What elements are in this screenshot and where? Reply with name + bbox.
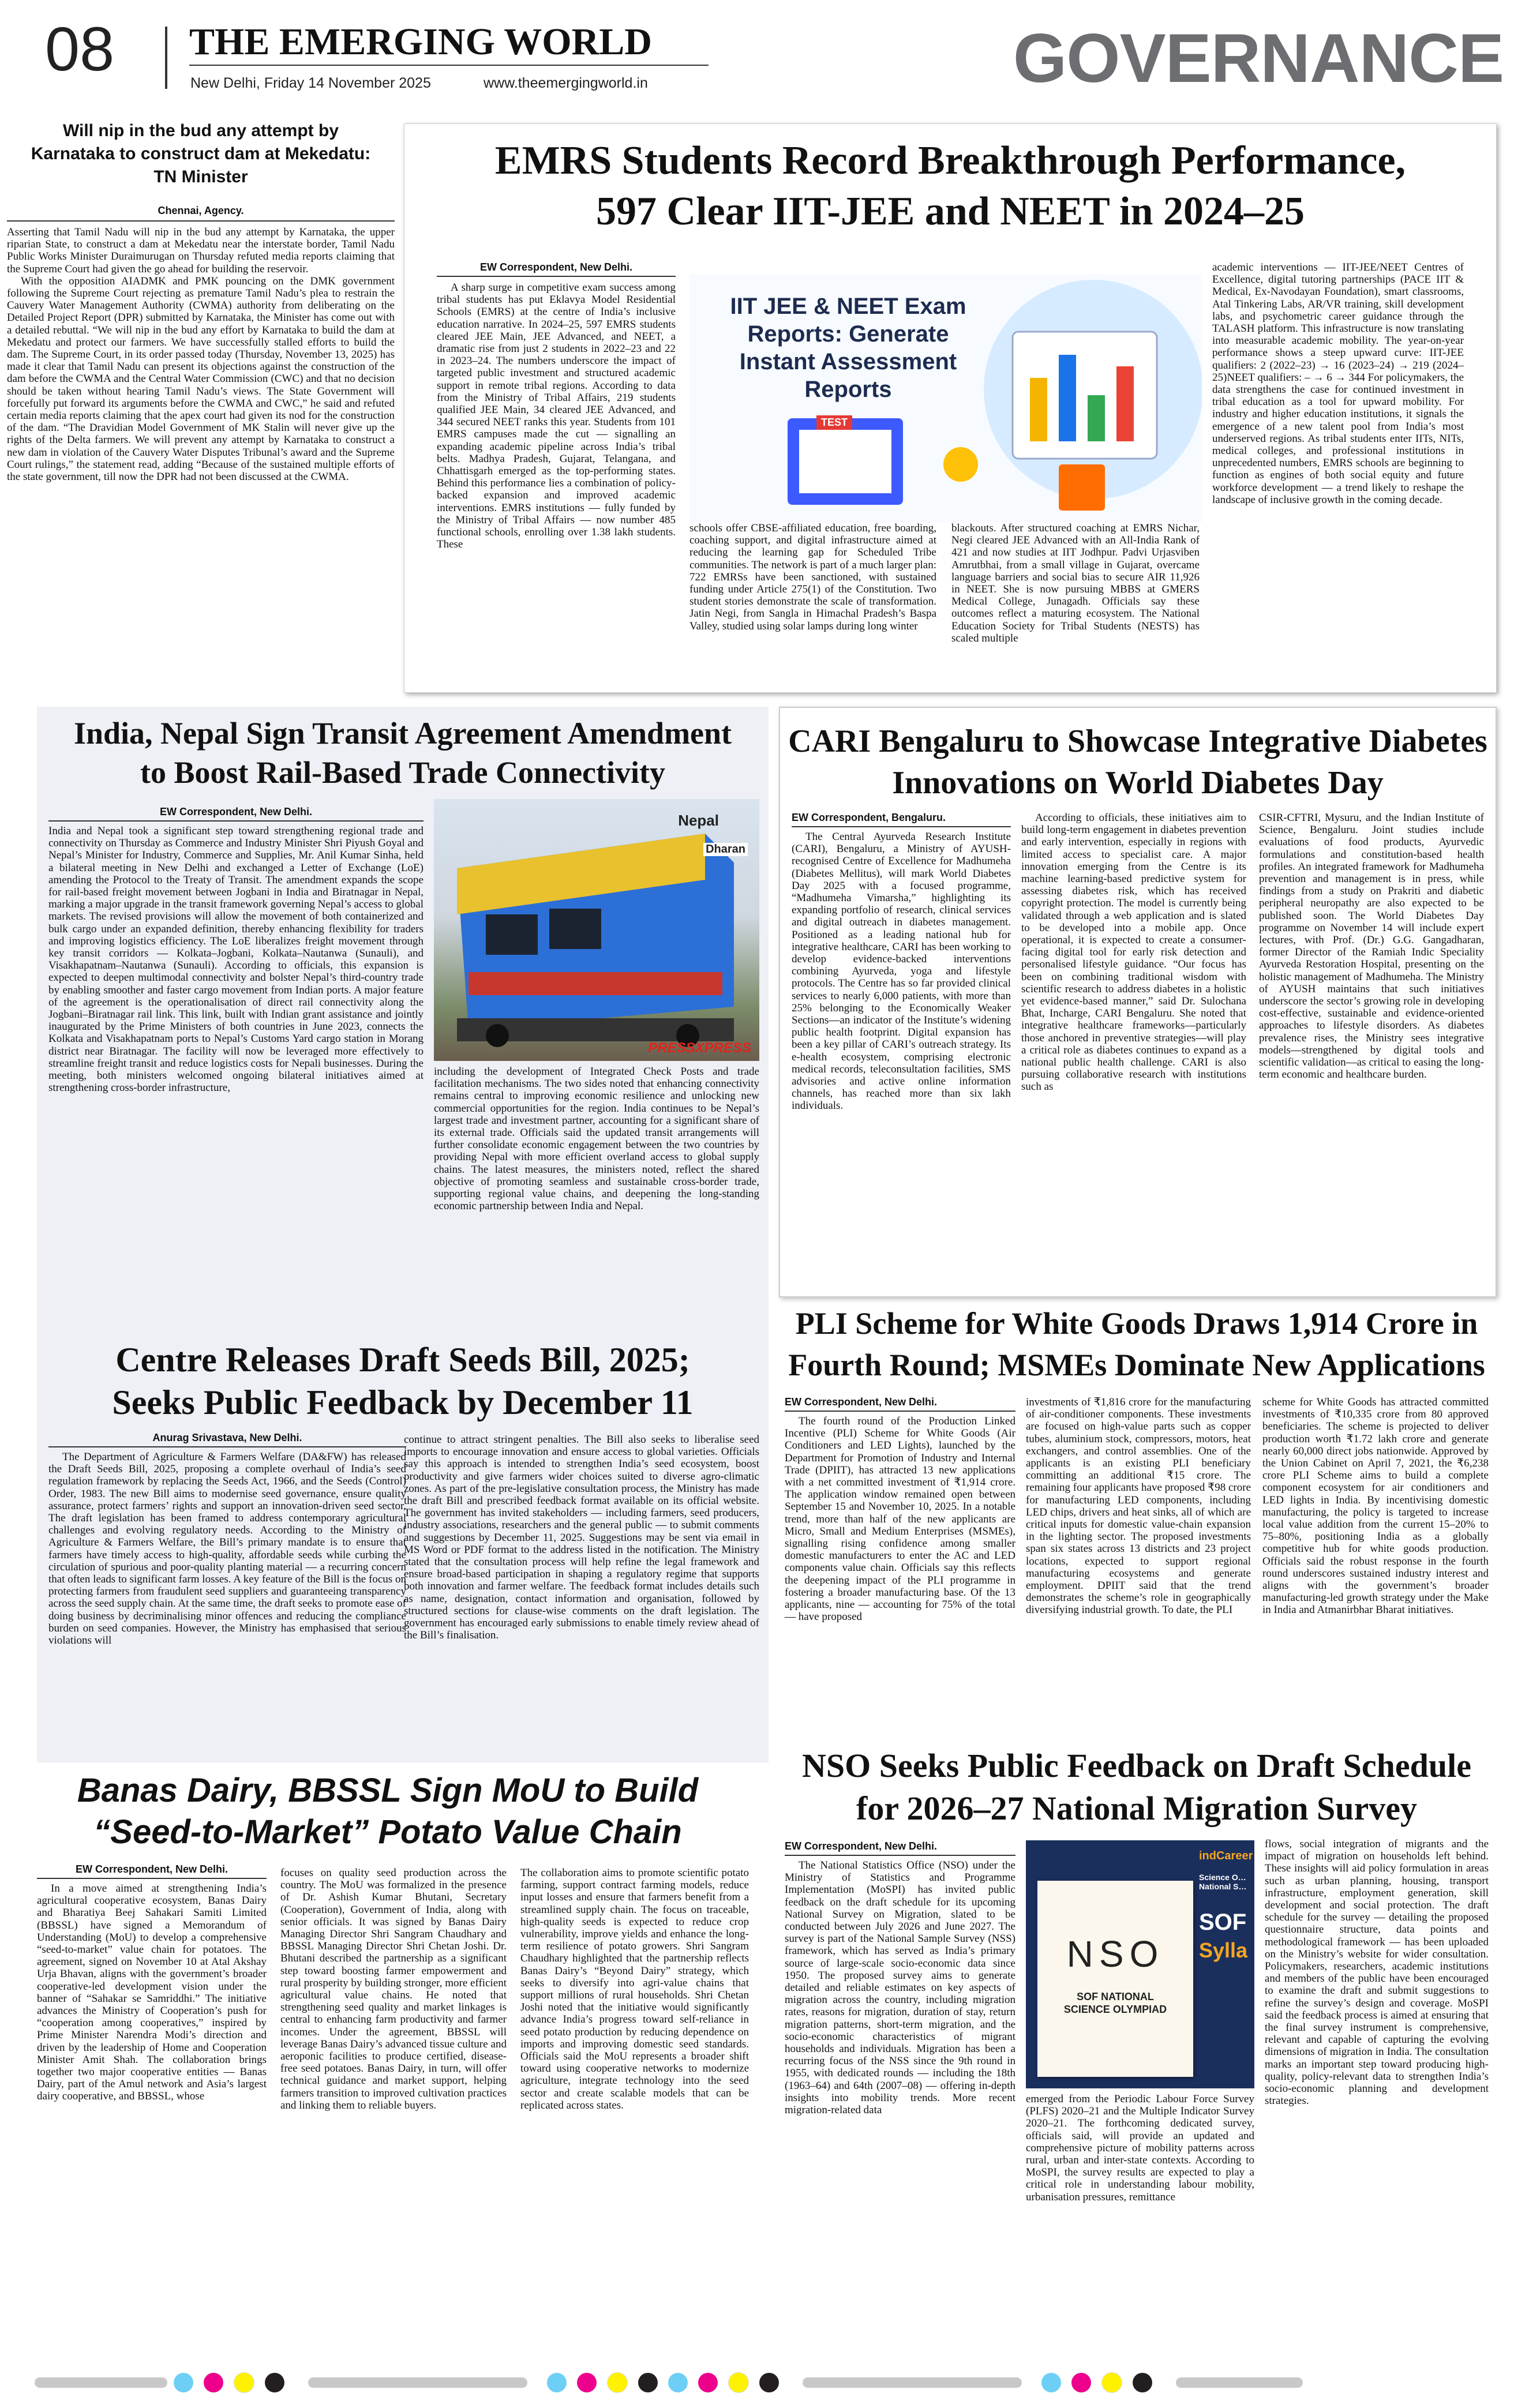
color-dot	[265, 2373, 284, 2392]
column	[689, 522, 936, 632]
paragraph: With the opposition AIADMK and PMK pouncing on the DMK government following the Supreme Court rejecting as premature Tamil Nadu’s plea to restrain the Cauvery Water Management Authority (CWMA) authority from deliberating on the Detailed Project Report (DPR) submitted by Karnataka, the Minister has come out with a detailed rebuttal. “We will nip in the bud any effort by Karnataka to build the dam at Mekedatu and protect our farmers. We have successfully stalled efforts to build the dam. The Supreme Court, in its order passed today (Thursday, November 13, 2025) has made it clear that Tamil Nadu can present its objections against the construction of the dam before the CWMA and the Central Water Commission (CWC) and that no decision should be taken without hearing Tamil Nadu’s views. The State Government will forcefully put forward its arguments before the CWMA and CWC,” he said and refuted certain media reports claiming that the apex court had given its nod for the construction of the dam. “The Dravidian Model Government of MK Stalin will never give up the rights of the Delta farmers. We will prevent any attempt by Karnataka to construct a new dam in violation of the Cauvery Water Disputes Tribunal’s award and the Supreme Court rulings,” the statement read, adding “Because of the sustained multiple efforts of the state government, till now the DPR had not been discussed at the CWMA.	[7, 275, 395, 483]
report-illustration	[689, 274, 1202, 522]
color-dot	[234, 2372, 254, 2393]
color-dot	[174, 2373, 193, 2392]
rule	[437, 276, 676, 277]
column	[1262, 1396, 1489, 1616]
paragraph: In a move aimed at strengthening India’s agricultural cooperative ecosystem, Banas Dairy and Bharatiya Beej Sahakari Samiti Limited (BBSSL) have signed a Memorandum of Understanding (MoU) to develop a comprehensive “seed-to-market” value chain for potatoes. The agreement, signed on November 10 at Atal Akshay Urja Bhavan, aligns with the government’s broader cooperative-led development vision under the banner of “Sahakar se Samriddhi.” The initiative advances the Ministry of Cooperation’s push for “cooperation among cooperatives,” inspired by Prime Minister Narendra Modi’s direction and driven by the leadership of Home and Cooperation Minister Amit Shah. The collaboration brings together two major cooperative entities — Banas Dairy, part of the Amul network and Asia’s largest dairy cooperative, and BBSSL, whose	[37, 1882, 267, 2103]
column	[280, 1867, 507, 2111]
article-headline: Will nip in the bud any attempt by Karnataka to construct dam at Mekedatu: TN Minister	[31, 121, 371, 186]
column	[434, 1066, 759, 1212]
article-headline	[779, 1745, 1494, 1830]
rule	[48, 820, 424, 822]
sof-text: SOF	[1199, 1910, 1247, 1935]
paragraph: investments of ₹1,816 crore for the manufacturing of air-conditioner components. These investments are focused on high-value parts such as copper tubes, aluminium stock, compressors, motors, heat exchangers, and control assemblies. One of the applicants is an existing PLI beneficiary committing an additional ₹15 crore. The remaining four applicants have proposed ₹98 crore for manufacturing LED components, including LED chips, drivers and heat sinks, all of which are critical inputs for domestic value-chain expansion in the lighting sector. The proposed investments span six states across 13 districts and 23 project locations, expected to support regional manufacturing ecosystems and generate employment. DPIIT said that the trend demonstrates the scheme’s role in geographically diversifying industrial growth. To date, the PLI	[1026, 1396, 1251, 1616]
color-dot	[547, 2373, 567, 2392]
newspaper-title: THE EMERGING WORLD	[189, 21, 652, 63]
headline-line: Innovations on World Diabetes Day	[892, 765, 1384, 801]
paragraph: The National Statistics Office (NSO) under the Ministry of Statistics and Programme Implementation (MoSPI) has invited public feedback on the draft schedule for its upcoming National Survey on Migration, slated to be conducted between July 2026 and June 2027. The survey is part of the National Sample Survey (NSS) framework, which has served as India’s primary source of large-scale socio-economic data since 1950. The proposed survey aims to generate detailed and reliable estimates on key aspects of migration across the country, including migration rates, reasons for migration, duration of stay, return migration patterns, short-term migration, and the socio-economic characteristics of migrant households and individuals. Migration has been a recurring focus of the NSS since the 9th round in 1955, with dedicated rounds — including the 18th (1963–64) and 64th (2007–08) — offering in-depth insights into mobility trends. More recent migration-related data	[785, 1859, 1015, 2117]
paragraph: schools offer CBSE-affiliated education, free boarding, coaching support, and digital infrastructure aimed at reducing the learning gap for Scheduled Tribe communities. The network is part of a much larger plan: 722 EMRSs have been sanctioned, with sustained funding under Article 275(1) of the Constitution. Two student stories demonstrate the scale of transformation. Jatin Negi, from Sangla in Himachal Pradesh’s Baspa Valley, studied using solar lamps during long winter	[689, 522, 936, 632]
headline-line: Seeks Public Feedback by December 11	[112, 1383, 694, 1421]
color-dot	[668, 2373, 688, 2392]
article-nso	[779, 1742, 1494, 2365]
article-cari	[779, 707, 1497, 1297]
column	[1021, 812, 1246, 1093]
article-headline	[780, 721, 1496, 804]
headline-line: India, Nepal Sign Transit Agreement Amendment	[73, 716, 732, 751]
article-body	[7, 226, 395, 483]
exam-report-image	[689, 274, 1202, 522]
masthead-divider	[165, 27, 167, 89]
article-nepal	[37, 707, 769, 1333]
gray-bar	[308, 2377, 527, 2388]
headline-line: Fourth Round; MSMEs Dominate New Applications	[788, 1348, 1485, 1382]
article-headline	[779, 1303, 1494, 1386]
article-banas	[7, 1765, 769, 2365]
column	[951, 522, 1200, 644]
byline: EW Correspondent, New Delhi.	[479, 261, 633, 273]
rule	[785, 1855, 1015, 1856]
map-label-station: Dharan	[703, 843, 748, 856]
rule	[7, 220, 395, 222]
article-headline	[404, 136, 1496, 237]
map-label-nepal: Nepal	[678, 812, 719, 829]
gray-bar	[1176, 2377, 1303, 2388]
brand-logo: indCareer	[1199, 1850, 1253, 1862]
paragraph: flows, social integration of migrants and the impact of migration on households left behind. These insights will aid policy formulation in areas such as urban planning, housing, transport infrastructure, employment generation, skill development and social protection. The draft schedule for the survey — detailing the proposed questionnaire structure, data points and methodological framework — has been uploaded on the Ministry’s website for wider consultation. Policymakers, researchers, academic institutions and members of the public have been encouraged to examine the draft and submit suggestions to refine the survey’s design and coverage. MoSPI said the feedback process is aimed at ensuring that the final survey instrument is comprehensive, relevant and capable of capturing the evolving dimensions of migration in India. The consultation marks an important step toward producing high-quality, policy-relevant data to strengthen India’s socio-economic planning and development strategies.	[1265, 1838, 1489, 2107]
color-dot	[728, 2372, 749, 2393]
gray-bar	[35, 2377, 167, 2388]
headline-line: for 2026–27 National Migration Survey	[856, 1790, 1417, 1827]
caption-line: SCIENCE OLYMPIAD	[1063, 2004, 1167, 2015]
headline-line: “Seed-to-Market” Potato Value Chain	[93, 1813, 682, 1851]
rule	[785, 1411, 1015, 1412]
byline: Chennai, Agency.	[158, 205, 244, 216]
column	[1265, 1838, 1489, 2107]
paragraph: India and Nepal took a significant step toward strengthening regional trade and connectivity on Thursday as Commerce and Industry Minister Shri Piyush Goyal and Nepal’s Minister for Industry, Commerce and Supplies, Mr. Anil Kumar Sinha, held a bilateral meeting in New Delhi and exchanged a Letter of Exchange (LoE) amending the Protocol to the Treaty of Transit. The amendment expands the scope for rail-based freight movement between Jogbani in India and Biratnagar in Nepal, marking a major upgrade in the transit framework governing Nepal’s access to global markets. The revised provisions will allow the movement of both containerized and bulk cargo under an expanded definition, thereby enhancing flexibility for traders and improving logistics efficiency. The LoE liberalizes freight movement through key transit corridors — Kolkata–Jogbani, Kolkata–Nautanwa (Sunauli), and Visakhapatnam–Nautanwa (Sunauli). According to officials, this expansion is expected to deepen multimodal connectivity and bolster Nepal’s third-country trade by enabling smoother and faster cargo movement from Indian ports. A major feature of the agreement is the operationalisation of direct rail connectivity along the Jogbani–Biratnagar rail link. This link, built with Indian grant assistance and jointly inaugurated by the Prime Ministers of both countries in June 2023, connects the Kolkata and Visakhapatnam ports to Nepal’s Customs Yard cargo station in Morang district near Biratnagar. The facility will now be leveraged more effectively to streamline freight transit and reduce logistics costs for Nepali businesses. During the meeting, both ministers welcomed ongoing bilateral initiatives aimed at strengthening cross-border infrastructure,	[48, 825, 424, 1094]
paragraph: CSIR-CFTRI, Mysuru, and the Indian Institute of Science, Bengaluru. Joint studies include evaluations of food products, Ayurvedic formulations and constitution-based health profiles. An integrated framework for Madhumeha prevention and management is in press, while findings from a study on Prakriti and diabetic peripheral neuropathy are also expected to be published soon. The World Diabetes Day programme on November 14 will include expert lectures, with Prof. (Dr.) G.G. Gangadharan, former Director of the Ramiah Indic Speciality Ayurveda Restoration Hospital, presenting on the holistic management of Madhumeha. The Ministry of AYUSH maintains that such initiatives underscore the sector’s growing role in developing cost-effective, sustainable and evidence-oriented approaches to lifestyle disorders. As diabetes prevalence rises, the Ministry sees integrative models—strengthened by digital tools and scientific validation—as critical to easing the long-term economic and healthcare burden.	[1259, 812, 1484, 1081]
syllabus-text: Sylla	[1199, 1938, 1248, 1962]
color-dot	[698, 2373, 718, 2392]
article-emrs	[404, 123, 1497, 693]
column	[520, 1867, 749, 2111]
byline: EW Correspondent, New Delhi.	[785, 1396, 938, 1408]
byline: EW Correspondent, New Delhi.	[785, 1840, 938, 1852]
byline: EW Correspondent, New Delhi.	[159, 806, 313, 817]
image-caption	[1037, 1990, 1193, 2016]
headline-line: to Boost Rail-Based Trade Connectivity	[140, 755, 665, 790]
locomotive-illustration	[434, 799, 759, 1061]
nso-logo-text: NSO	[1066, 1933, 1164, 1975]
paragraph: including the development of Integrated Check Posts and trade facilitation mechanisms. The two sides noted that enhancing connectivity remains central to improving economic resilience and unlocking new commercial opportunities for the region. India continues to be Nepal’s largest trade and investment partner, accounting for a significant share of its external trade. Officials said the updated transit arrangements will further consolidate economic engagement between the two countries by providing Nepal with more efficient overland access to global supply chains. The latest measures, the ministers noted, reflect the shared objective of promoting seamless and sustainable cross-border trade, supporting regional value chains, and deepening the long-standing economic partnership between India and Nepal.	[434, 1066, 759, 1213]
paragraph: blackouts. After structured coaching at EMRS Nichar, Negi cleared JEE Advanced with an All-India Rank of 421 and now studies at IIT Jodhpur. Padvi Urjasviben Amrutbhai, from a small village in Gujarat, overcame language barriers and social bias to secure AIR 11,926 in NEET. She is now pursuing MBBS at GMERS Medical College, Junagadh. Officials say these outcomes reflect a maturing ecosystem. The National Education Society for Tribal Students (NESTS) has scaled multiple	[951, 522, 1200, 644]
article-pli	[779, 1298, 1494, 1748]
headline-line: PLI Scheme for White Goods Draws 1,914 Crore in	[795, 1306, 1478, 1341]
column	[785, 1840, 1015, 2116]
paragraph: emerged from the Periodic Labour Force Survey (PLFS) 2020–21 and the Multiple Indicator Survey 2020–21. The forthcoming dedicated survey, officials said, will provide an updated and comprehensive picture of mobility patterns across rural, urban and inter-state contexts. According to MoSPI, the survey results are expected to play a critical role in understanding labour mobility, urbanisation pressures, remittance	[1026, 2093, 1254, 2203]
headline-line: Banas Dairy, BBSSL Sign MoU to Build	[77, 1772, 699, 1809]
column	[785, 1396, 1015, 1623]
website-link[interactable]: www.theemergingworld.in	[484, 75, 648, 91]
article-seeds	[37, 1333, 769, 1762]
byline: EW Correspondent, New Delhi.	[75, 1863, 228, 1875]
column	[792, 812, 1011, 1112]
column	[48, 1432, 406, 1646]
test-badge: TEST	[816, 415, 852, 430]
byline: Anurag Srivastava, New Delhi.	[152, 1432, 302, 1443]
column	[404, 1434, 759, 1641]
color-dot	[638, 2373, 658, 2392]
paragraph: Asserting that Tamil Nadu will nip in the bud any attempt by Karnataka, the upper riparian State, to construct a dam at Mekedatu near the interstate border, Tamil Nadu Public Works Minister Duraimurugan on Thursday refuted media reports claiming that the Supreme Court had given the go ahead for building the reservoir.	[7, 226, 395, 275]
gray-bar	[803, 2377, 1022, 2388]
caption-line: SOF NATIONAL	[1077, 1991, 1154, 2002]
color-dot	[577, 2373, 597, 2392]
train-photo	[434, 799, 759, 1061]
title-rule	[189, 65, 709, 66]
headline-line: EMRS Students Record Breakthrough Performance,	[494, 138, 1406, 183]
paragraph: The fourth round of the Production Linked Incentive (PLI) Scheme for White Goods (Air Conditioners and LED Lights), launched by the Department for Promotion of Industry and Internal Trade (DPIIT), has attracted 13 new applications with a net committed investment of ₹1,914 crore. The application window remained open between September 15 and November 10, 2025. In a notable trend, more than half of the new applicants are Micro, Small and Medium Enterprises (MSMEs), signalling rising confidence among smaller domestic manufacturers to enter the AC and LED components value chain. Officials say this reflects the deepening impact of the PLI programme in fostering a broader manufacturing base. Of the 13 applicants, nine — accounting for 75% of the total — have proposed	[785, 1415, 1015, 1623]
column	[1212, 261, 1464, 506]
color-dot	[759, 2373, 779, 2392]
masthead	[0, 0, 1529, 115]
image-title: IIT JEE & NEET Exam Reports: Generate Instant Assessment Reports	[730, 294, 966, 402]
paragraph: The Central Ayurveda Research Institute (CARI), Bengaluru, a Ministry of AYUSH-recognised Centre of Excellence for Madhumeha (Diabetes Mellitus), will mark World Diabetes Day 2025 with a focused programme, “Madhumeha Vimarsha,” highlighting its expanding portfolio of research, clinical services and digital outreach in diabetes management. Positioned as a leading national hub for integrative healthcare, CARI has been working to develop evidence-backed interventions combining Ayurveda, yoga and lifestyle protocols. The Centre has so far provided clinical services to nearly 6,000 patients, with more than 25% belonging to the Economically Weaker Sections—an indicator of the Institute’s widening public health footprint. Digital expansion has been a key pillar of CARI’s outreach strategy. Its e-health ecosystem, comprising electronic medical records, teleconsultation facilities, SMS advisories and active online information channels, has reached more than six lakh individuals.	[792, 831, 1011, 1112]
paragraph: The Department of Agriculture & Farmers Welfare (DA&FW) has released the Draft Seeds Bill, 2025, proposing a complete overhaul of India’s seed regulation framework by replacing the Seeds Act, 1966, and the Seeds (Control) Order, 1983. The new Bill aims to modernise seed governance, ensure quality assurance, protect farmers’ rights and support an innovation-driven seed sector. The draft legislation has been framed to address contemporary agricultural challenges and evolving regulatory needs. According to the Ministry of Agriculture & Farmers Welfare, the Bill’s primary mandate is to ensure that farmers have timely access to high-quality, affordable seeds while curbing the circulation of spurious and poor-quality planting material — a recurring concern that often leads to significant farm losses. A key feature of the Bill is the focus on protecting farmers from fraudulent seed suppliers and guaranteeing transparency across the seed supply chain. At the same time, the draft seeks to promote ease of doing business by decriminalising minor offences and reducing the compliance burden on seed companies. However, the Ministry has emphasised that serious violations will	[48, 1451, 406, 1647]
section-title: GOVERNANCE	[1013, 20, 1504, 97]
color-dot	[1133, 2373, 1152, 2392]
column	[37, 1863, 267, 2103]
paragraph: academic interventions — IIT-JEE/NEET Centres of Excellence, digital tutoring partnerships (PACE IIT & Medical, Ex-Navodayan Foundation), smart classrooms, Atal Tinkering Labs, AR/VR training, skill development labs, and psychometric career guidance through the TALASH platform. This infrastructure is now translating into measurable academic mobility. The year-on-year performance shows a steep upward curve: IIT-JEE qualifiers: 2 (2022–23) → 16 (2023–24) → 219 (2024–25)NEET qualifiers: – → 6 → 344 For policymakers, the data strengthens the case for continued investment in tribal education as a tool for upward mobility. For industry and higher education institutions, it signals the emergence of a new talent pool from India’s most underserved regions. As tribal students enter IITs, NITs, medical colleges, and professional institutions in unprecedented numbers, EMRS schools are beginning to function as engines of both social equity and future workforce development — a trend likely to reshape the landscape of inclusive growth in the coming decade.	[1212, 261, 1464, 506]
sof-olympiad-image	[1026, 1840, 1254, 2088]
article-mekedatu	[7, 119, 395, 691]
headline-line: NSO Seeks Public Feedback on Draft Schedule	[801, 1747, 1472, 1784]
column	[48, 806, 424, 1094]
color-dot	[1101, 2372, 1122, 2393]
column	[1259, 812, 1484, 1081]
color-dot	[1071, 2373, 1091, 2392]
column	[1026, 1396, 1251, 1616]
paragraph: The collaboration aims to promote scientific potato farming, support contract farming models, reduce input losses and ensure that farmers benefit from a streamlined supply chain. The focus on traceable, high-quality seeds is expected to reduce crop vulnerability, improve yields and enhance the long-term resilience of potato growers. Shri Sangram Chaudhary highlighted that the partnership reflects Banas Dairy’s “Beyond Dairy” strategy, which seeks to diversify into agri-value chains that support millions of rural households. Shri Chetan Joshi noted that the initiative would significantly advance India’s progress toward self-reliance in seed potato production by reducing dependence on imports and improving domestic seed standards. Officials said the MoU represents a broader shift toward using cooperative networks to modernize agriculture, integrate technology into the seed sector and create scalable models that can be replicated across states.	[520, 1867, 749, 2111]
side-text: Science O… National S…	[1199, 1873, 1247, 1891]
rule	[792, 826, 1011, 827]
color-dot	[607, 2372, 628, 2393]
page-number: 08	[45, 14, 115, 84]
column	[437, 261, 676, 550]
dateline: New Delhi, Friday 14 November 2025	[190, 75, 431, 91]
color-dot	[1041, 2373, 1061, 2392]
notebook-card	[1037, 1881, 1193, 2077]
headline-line: Centre Releases Draft Seeds Bill, 2025;	[115, 1341, 690, 1379]
article-headline	[7, 1770, 769, 1853]
rule	[37, 1878, 267, 1879]
color-dot	[204, 2373, 223, 2392]
paragraph: continue to attract stringent penalties. The Bill also seeks to liberalise seed imports to encourage innovation and ensure access to global varieties. Officials say this approach is intended to strengthen India’s seed ecosystem, boost productivity and give farmers wider choices suited to diverse agro-climatic zones. As part of the pre-legislative consultation process, the Ministry has made the draft Bill and prescribed feedback format available on its official website. The government has invited stakeholders — including farmers, seed producers, industry associations, researchers and the general public — to submit comments and suggestions by December 11, 2025. Suggestions may be sent via email in MS Word or PDF format to the address listed in the notification. The Ministry stated that the consultation process will help refine the legal framework and ensure broad-based participation in shaping a regulatory regime that supports both innovation and farmer welfare. The feedback format includes details such as name, designation, contact information and organisation, followed by structured sections for clause-wise comments on the draft legislation. The government has encouraged early submissions to enable timely review ahead of the Bill’s finalisation.	[404, 1434, 759, 1642]
article-headline	[37, 714, 769, 792]
byline: EW Correspondent, Bengaluru.	[792, 812, 946, 823]
headline-line: CARI Bengaluru to Showcase Integrative Diabetes	[788, 723, 1487, 759]
paragraph: A sharp surge in competitive exam success among tribal students has put Eklavya Model Residential Schools (EMRS) at the centre of India’s inclusive education narrative. In 2024–25, 597 EMRS students cleared JEE Main, JEE Advanced, and NEET, a dramatic rise from just 2 students in 2022–23 and 22 in 2023–24. The numbers underscore the impact of targeted public investment and structured academic support in remote tribal regions. According to data from the Ministry of Tribal Affairs, 219 students qualified JEE Main, 34 cleared JEE Advanced, and 344 secured NEET ranks this year. Students from 101 EMRS campuses made the cut — signalling an expanding academic pipeline across India’s tribal belts. Madhya Pradesh, Gujarat, Telangana, and Chhattisgarh emerged as the top-performing states. Behind this performance lies a combination of policy-backed expansion and improved academic interventions. EMRS institutions — fully funded by the Ministry of Tribal Affairs — now number 485 functional schools, enrolling over 1.38 lakh students. These	[437, 282, 676, 551]
paragraph: According to officials, these initiatives aim to build long-term engagement in diabetes prevention and early intervention, especially in regions with limited access to specialist care. A major innovation emerging from the Centre is its machine learning-based predictive system for assessing diabetes risk, which has received copyright protection. The model is currently being validated through a web application and is slated to be developed into a mobile app. Once operational, it is expected to create a consumer-facing digital tool for early risk detection and personalised lifestyle guidance. “Our focus has been on combining traditional wisdom with scientific research to address diabetes in a holistic yet evidence-based manner,” said Dr. Sulochana Bhat, Incharge, CARI Bengaluru. She noted that integrative healthcare frameworks—particularly those anchored in preventive strategies—will play a critical role as diabetes continues to expand as a national public health challenge. CARI is also pursuing collaborative research with institutions such as	[1021, 812, 1246, 1093]
headline-line: 597 Clear IIT-JEE and NEET in 2024–25	[596, 189, 1305, 234]
column	[1026, 2093, 1254, 2203]
paragraph: scheme for White Goods has attracted committed investments of ₹10,335 crore from 80 approved beneficiaries. The scheme is projected to deliver production worth ₹1.72 lakh crore and generate nearly 60,000 direct jobs nationwide. Approved by the Union Cabinet on April 7, 2021, the ₹6,238 crore PLI Scheme aims to build a complete component ecosystem for air conditioners and LED lights in India. By incentivising domestic manufacturing, the policy is targeted to increase local value addition from the current 15–20% to 75–80%, positioning India as a globally competitive hub for white goods production. Officials said the robust response in the fourth round underscores sustained industry interest and aligns with the government’s broader manufacturing-led growth strategy under the Make in India and Atmanirbhar Bharat initiatives.	[1262, 1396, 1489, 1616]
article-headline	[37, 1338, 769, 1424]
footer-registration-bar	[35, 2372, 1500, 2395]
paragraph: focuses on quality seed production across the country. The MoU was formalized in the presence of Dr. Ashish Kumar Bhutani, Secretary (Cooperation), Government of India, along with senior officials. It was signed by Banas Dairy Managing Director Shri Sangram Chaudhary and BBSSL Managing Director Shri Chetan Joshi. Dr. Bhutani described the partnership as a significant step toward boosting farmer empowerment and rural prosperity by building stronger, more efficient agricultural value chains. He noted that strengthening seed quality and market linkages is central to enhancing farm productivity and farmer incomes. Under the agreement, BBSSL will leverage Banas Dairy’s advanced tissue culture and aeroponic facilities to produce certified, disease-free seed potatoes. Banas Dairy, in turn, will offer technical guidance and market support, helping farmers transition to improved cultivation practices and linking them to reliable buyers.	[280, 1867, 507, 2111]
photo-credit: PRESSXPRESS	[648, 1040, 751, 1056]
rule	[48, 1446, 406, 1447]
